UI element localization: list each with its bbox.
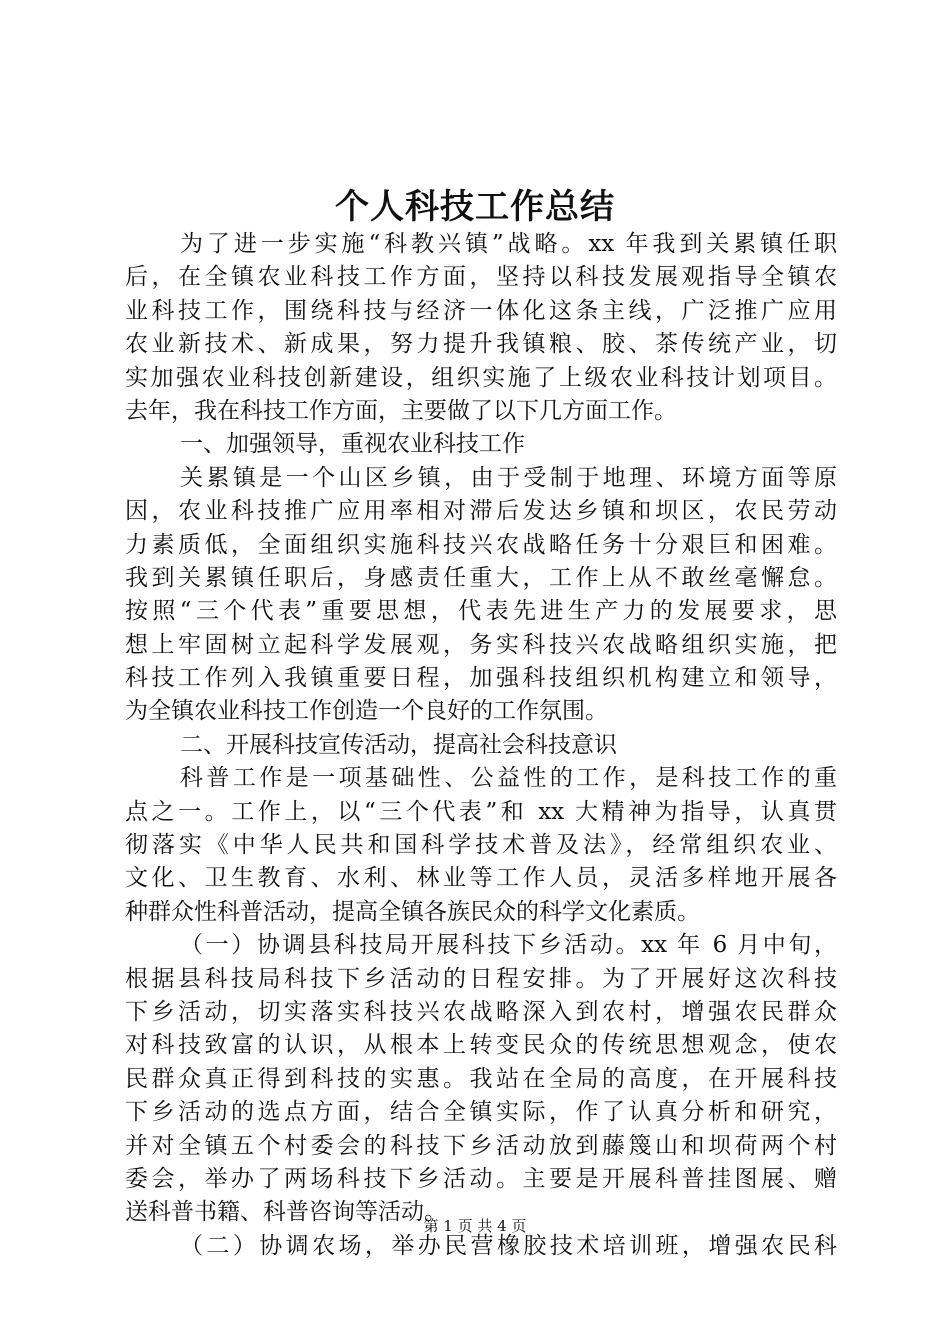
text-line: 关累镇是一个山区乡镇，由于受制于地理、环境方面等原 xyxy=(180,464,837,491)
text-line: 民群众真正得到科技的实惠。我站在全局的高度，在开展科技 xyxy=(125,1065,837,1092)
text-line: 按照“三个代表”重要思想，代表先进生产力的发展要求，思 xyxy=(125,598,837,625)
text-line: 后，在全镇农业科技工作方面，坚持以科技发展观指导全镇农 xyxy=(125,264,837,291)
document-title: 个人科技工作总结 xyxy=(335,187,615,227)
text-line: （一）协调县科技局开展科技下乡活动。xx 年 6 月中旬， xyxy=(180,932,837,959)
text-line: 文化、卫生教育、水利、林业等工作人员，灵活多样地开展各 xyxy=(125,865,837,892)
text-line: 送科普书籍、科普咨询等活动。 xyxy=(125,1199,447,1226)
text-line: 下乡活动，切实落实科技兴农战略深入到农村，增强农民群众 xyxy=(125,998,837,1025)
text-line: 我到关累镇任职后，身感责任重大，工作上从不敢丝毫懈怠。 xyxy=(125,564,837,591)
text-line: 为全镇农业科技工作创造一个良好的工作氛围。 xyxy=(125,698,608,725)
page-footer: 第 1 页 共 4 页 xyxy=(423,1217,527,1235)
text-line: 彻落实《中华人民共和国科学技术普及法》，经常组织农业、 xyxy=(125,832,837,859)
text-line: 下乡活动的选点方面，结合全镇实际，作了认真分析和研究， xyxy=(125,1099,837,1126)
text-line: 点之一。工作上，以“三个代表”和 xx 大精神为指导，认真贯 xyxy=(125,798,837,825)
text-line: 委会，举办了两场科技下乡活动。主要是开展科普挂图展、赠 xyxy=(125,1165,837,1192)
text-line: 想上牢固树立起科学发展观，务实科技兴农战略组织实施，把 xyxy=(125,631,837,658)
text-line: 根据县科技局科技下乡活动的日程安排。为了开展好这次科技 xyxy=(125,965,837,992)
text-line: 科普工作是一项基础性、公益性的工作，是科技工作的重 xyxy=(180,765,837,792)
document-body xyxy=(125,228,837,1263)
text-line: 种群众性科普活动，提高全镇各族民众的科学文化素质。 xyxy=(125,898,700,925)
text-line: 实加强农业科技创新建设，组织实施了上级农业科技计划项目。 xyxy=(125,364,837,391)
text-line: 去年，我在科技工作方面，主要做了以下几方面工作。 xyxy=(125,397,677,424)
section-heading: 一、加强领导，重视农业科技工作 xyxy=(180,431,525,458)
text-line: 农业新技术、新成果，努力提升我镇粮、胶、茶传统产业，切 xyxy=(125,331,837,358)
text-line: 业科技工作，围绕科技与经济一体化这条主线，广泛推广应用 xyxy=(125,297,837,324)
text-line: 并对全镇五个村委会的科技下乡活动放到藤篾山和坝荷两个村 xyxy=(125,1132,837,1159)
text-line: 为了进一步实施“科教兴镇”战略。xx 年我到关累镇任职 xyxy=(180,231,837,257)
text-line: （二）协调农场，举办民营橡胶技术培训班，增强农民科 xyxy=(180,1232,837,1259)
section-heading: 二、开展科技宣传活动，提高社会科技意识 xyxy=(180,731,617,758)
text-line: 因，农业科技推广应用率相对滞后发达乡镇和坝区，农民劳动 xyxy=(125,498,837,525)
text-line: 对科技致富的认识，从根本上转变民众的传统思想观念，使农 xyxy=(125,1032,837,1059)
text-line: 科技工作列入我镇重要日程，加强科技组织机构建立和领导， xyxy=(125,665,837,692)
text-line: 力素质低，全面组织实施科技兴农战略任务十分艰巨和困难。 xyxy=(125,531,837,558)
